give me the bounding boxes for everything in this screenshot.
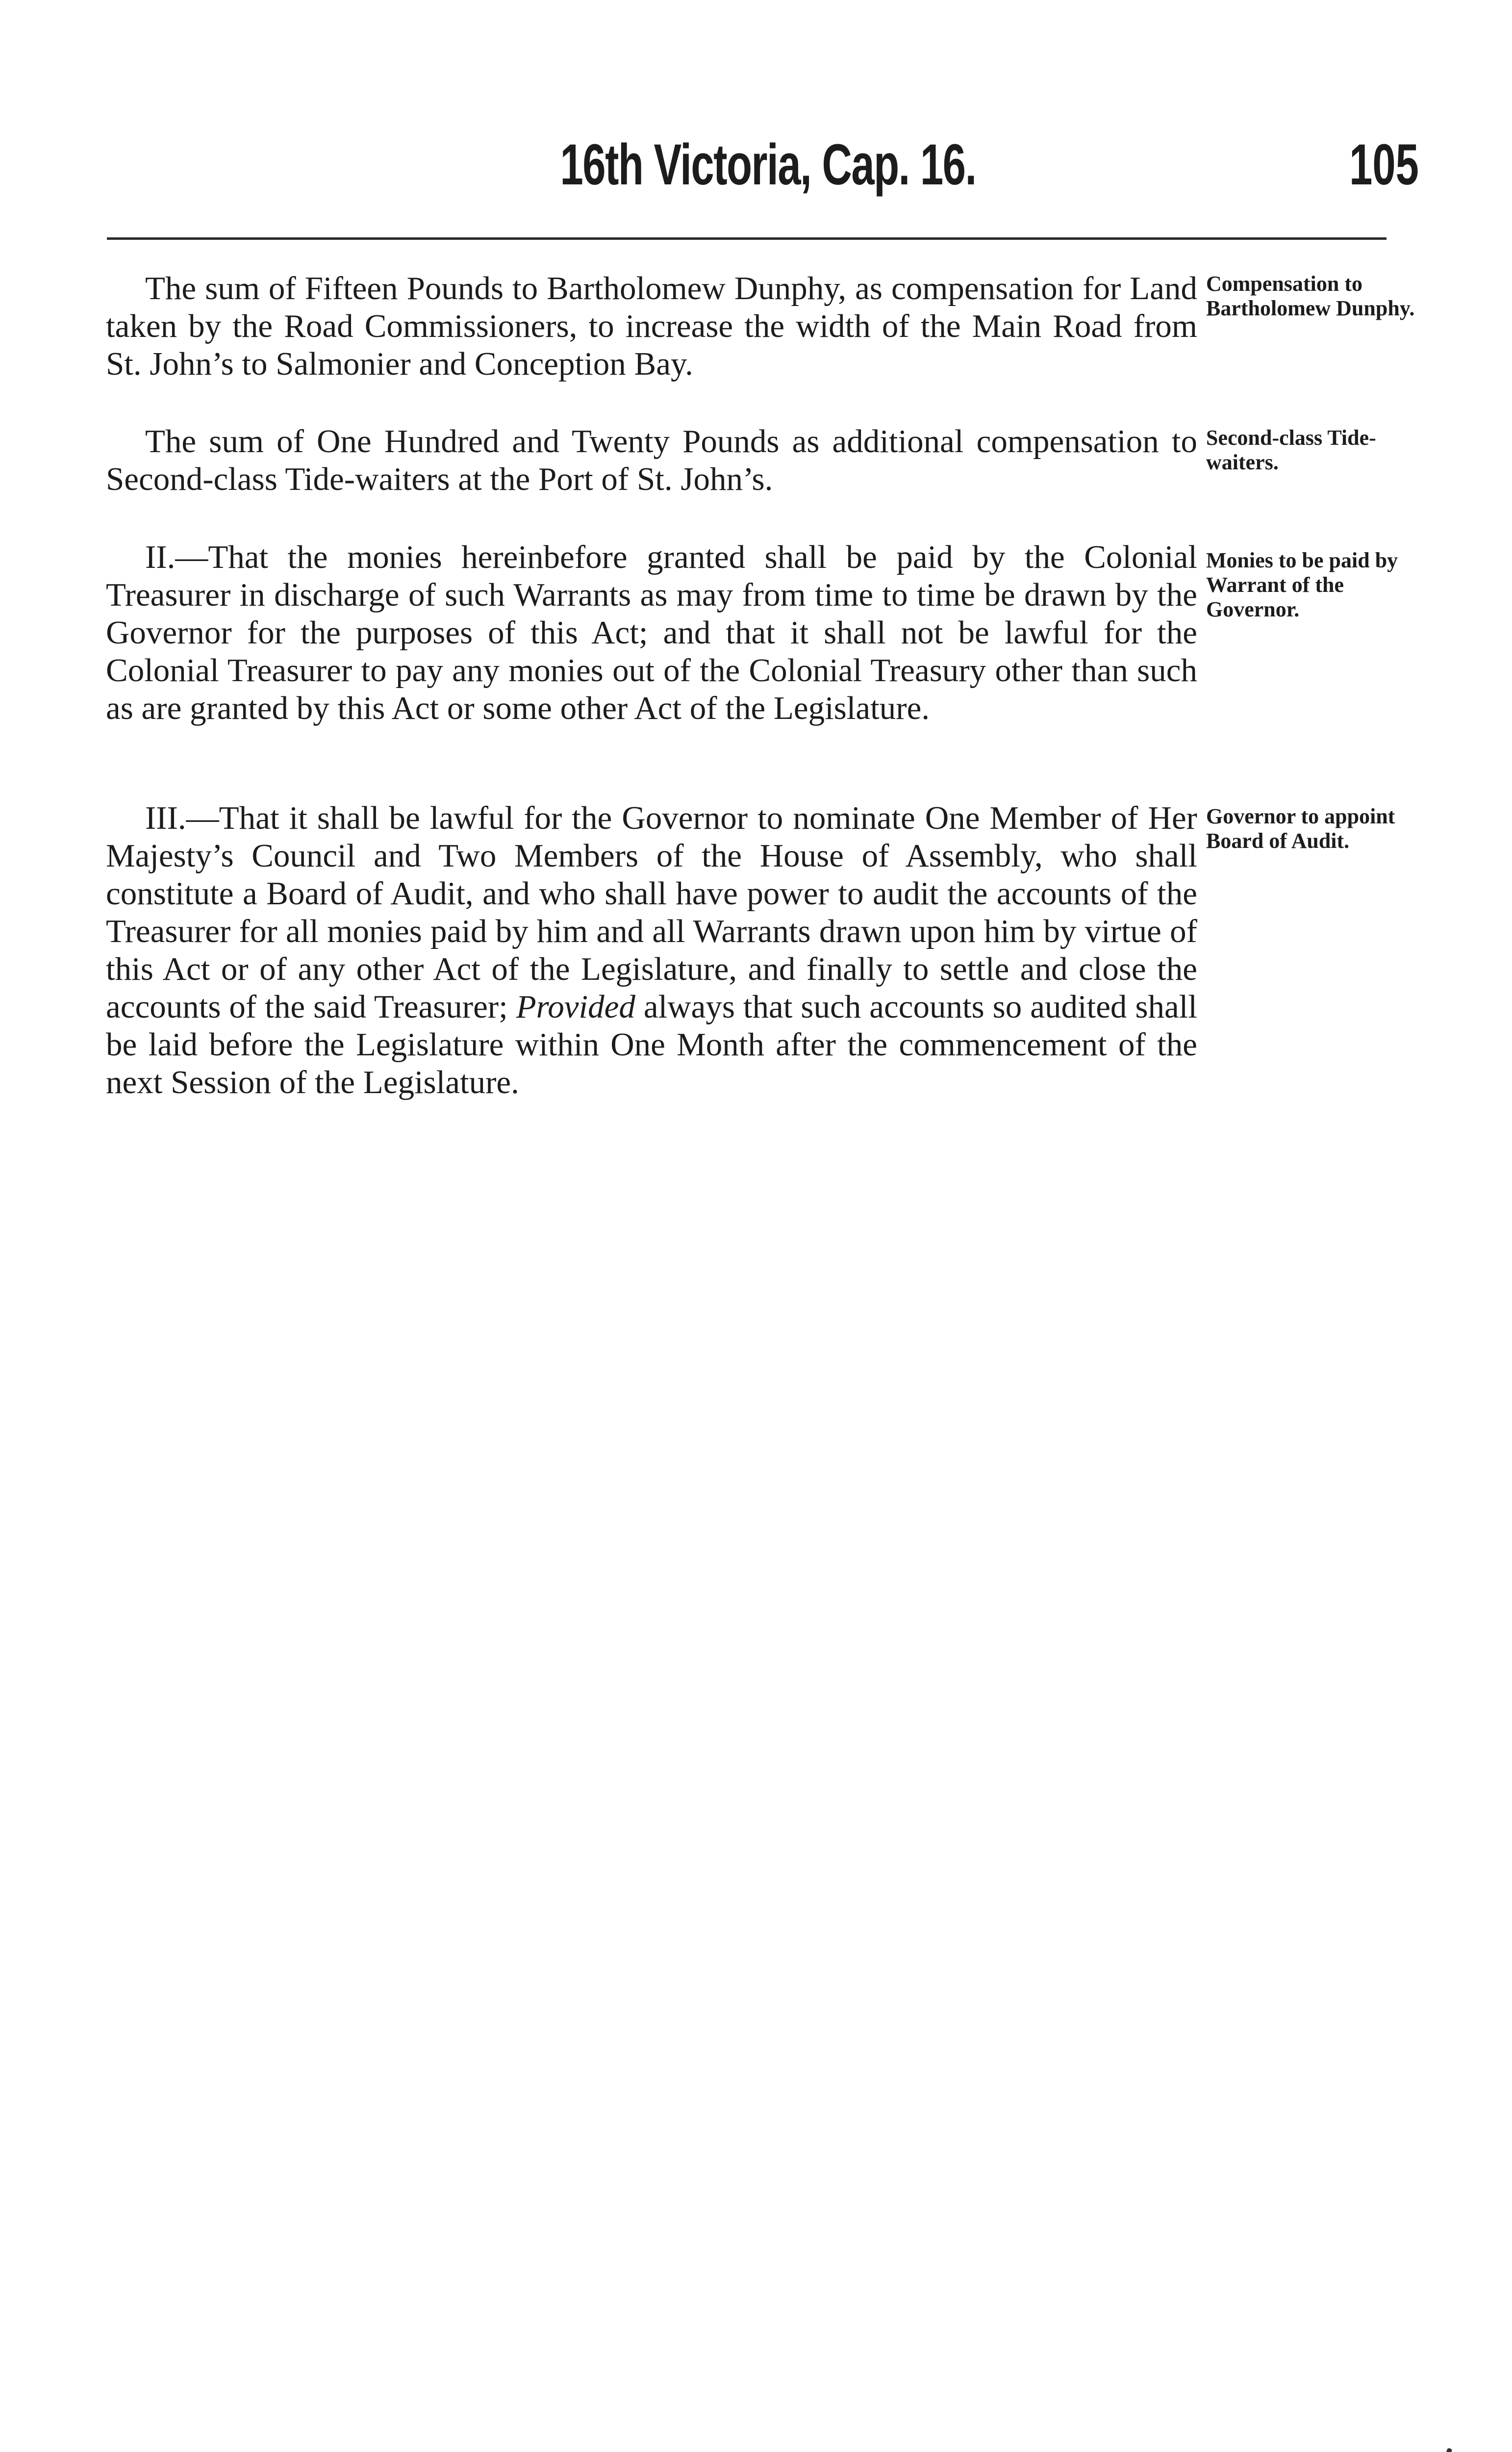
page-header <box>0 131 1512 210</box>
paragraph-text: The sum of Fifteen Pounds to Bartholomew Dunphy, as compensation for Land taken by the Road Commissioners, to increase the width of the Main Road from St. John’s to Salmonier and Conception Bay. <box>106 270 1197 382</box>
page-number: 105 <box>1349 132 1419 197</box>
margin-note-tide-waiters: Second-class Tide-waiters. <box>1206 426 1376 474</box>
paragraph-text: The sum of One Hundred and Twenty Pounds as additional compensation to Second-class Tide-waiters at the Port of St. John’s. <box>106 423 1197 497</box>
paragraph-section-two <box>106 538 1197 727</box>
stray-ink-mark <box>1443 2448 1453 2452</box>
running-head: 16th Victoria, Cap. 16. <box>560 132 976 197</box>
paragraph-tide-waiters <box>106 423 1197 498</box>
paragraph-text <box>106 799 1197 1101</box>
paragraph-text-before-italic: III.—That it shall be lawful for the Governor to nominate One Member of Her Majesty’s Council and Two Members of the House of Assembly, who shall constitute a Board of Audit, and who shall have power to audit the accounts of the Treasurer for all monies paid by him and all Warrants drawn upon him by virtue of this Act or of any other Act of the Legislature, and finally to settle and close the accounts of the said Treasurer; <box>106 800 1197 1025</box>
paragraph-compensation-dunphy <box>106 270 1197 383</box>
margin-note-board-of-audit: Governor to appoint Board of Audit. <box>1206 804 1395 853</box>
provided-italic: Provided <box>516 989 635 1025</box>
header-rule <box>107 237 1386 240</box>
paragraph-text: II.—That the monies hereinbefore granted shall be paid by the Colonial Treasurer in discharge of such Warrants as may from time to time be drawn by the Governor for the purposes of this Act; and that it shall not be lawful for the Colonial Treasurer to pay any monies out of the Colonial Treasury other than such as are granted by this Act or some other Act of the Legislature. <box>106 539 1197 726</box>
paragraph-section-three <box>106 799 1197 1101</box>
paragraph-text-after-italic: always that such accounts so audited shall be laid before the Legislature within One Month after the commencement of the next Session of the Legislature. <box>106 989 1197 1100</box>
margin-note-warrant: Monies to be paid by Warrant of the Governor. <box>1206 548 1398 621</box>
margin-note-compensation: Compensation to Bartholomew Dunphy. <box>1206 272 1415 320</box>
